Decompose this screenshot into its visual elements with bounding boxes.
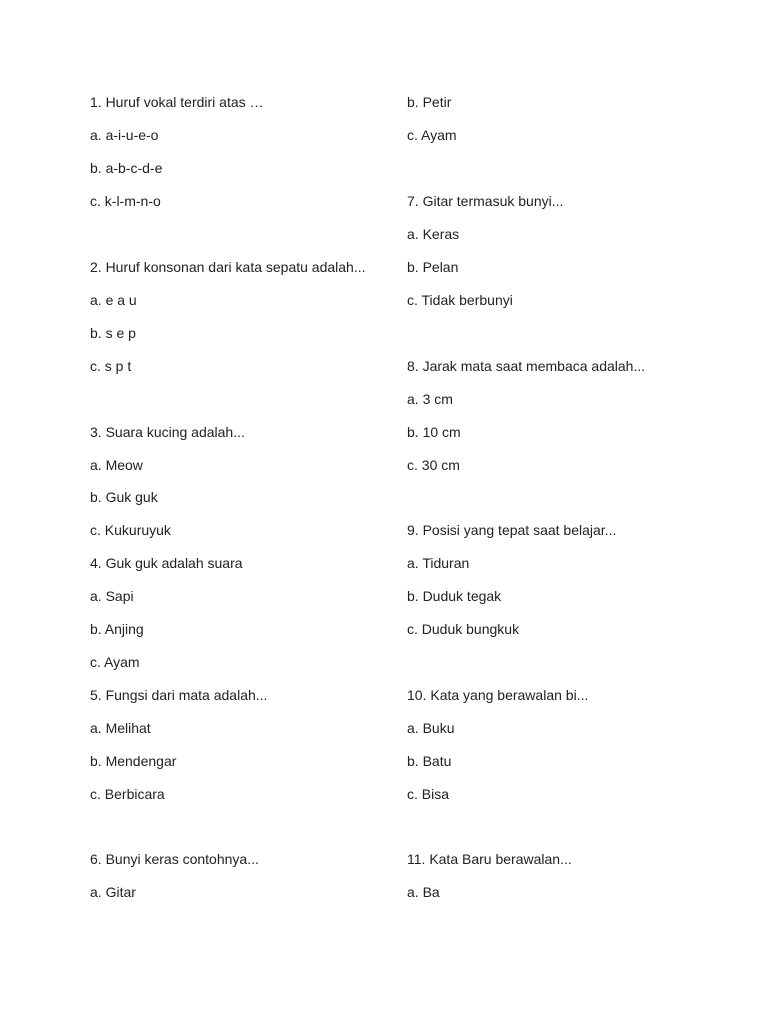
question-3: 3. Suara kucing adalah... [90,424,245,440]
question-7: 7. Gitar termasuk bunyi... [407,193,564,209]
question-9: 9. Posisi yang tepat saat belajar... [407,522,617,538]
option-6c: c. Ayam [407,127,457,143]
option-4b: b. Anjing [90,621,144,637]
option-7c: c. Tidak berbunyi [407,292,513,308]
option-10a: a. Buku [407,720,455,736]
question-10: 10. Kata yang berawalan bi... [407,687,589,703]
option-3a: a. Meow [90,457,143,473]
option-1a: a. a-i-u-e-o [90,127,159,143]
option-4c: c. Ayam [90,654,140,670]
option-6a: a. Gitar [90,884,136,900]
question-6: 6. Bunyi keras contohnya... [90,851,259,867]
option-5c: c. Berbicara [90,786,165,802]
option-4a: a. Sapi [90,588,134,604]
option-3b: b. Guk guk [90,489,158,505]
question-11: 11. Kata Baru berawalan... [407,851,572,867]
option-9c: c. Duduk bungkuk [407,621,520,637]
option-2b: b. s e p [90,325,136,341]
option-6b: b. Petir [407,94,452,110]
option-9b: b. Duduk tegak [407,588,502,604]
option-9a: a. Tiduran [407,555,470,571]
question-2: 2. Huruf konsonan dari kata sepatu adalah... [90,259,366,275]
option-11a: a. Ba [407,884,440,900]
option-1c: c. k-l-m-n-o [90,193,161,209]
question-4: 4. Guk guk adalah suara [90,555,243,571]
question-1: 1. Huruf vokal terdiri atas … [90,94,264,110]
option-8b: b. 10 cm [407,424,461,440]
question-5: 5. Fungsi dari mata adalah... [90,687,268,703]
option-10b: b. Batu [407,753,452,769]
option-5b: b. Mendengar [90,753,177,769]
option-10c: c. Bisa [407,786,450,802]
option-8a: a. 3 cm [407,391,453,407]
option-7a: a. Keras [407,226,460,242]
option-3c: c. Kukuruyuk [90,522,171,538]
option-1b: b. a-b-c-d-e [90,160,163,176]
option-8c: c. 30 cm [407,457,460,473]
option-2a: a. e a u [90,292,137,308]
option-7b: b. Pelan [407,259,459,275]
question-8: 8. Jarak mata saat membaca adalah... [407,358,646,374]
option-2c: c. s p t [90,358,132,374]
option-5a: a. Melihat [90,720,151,736]
